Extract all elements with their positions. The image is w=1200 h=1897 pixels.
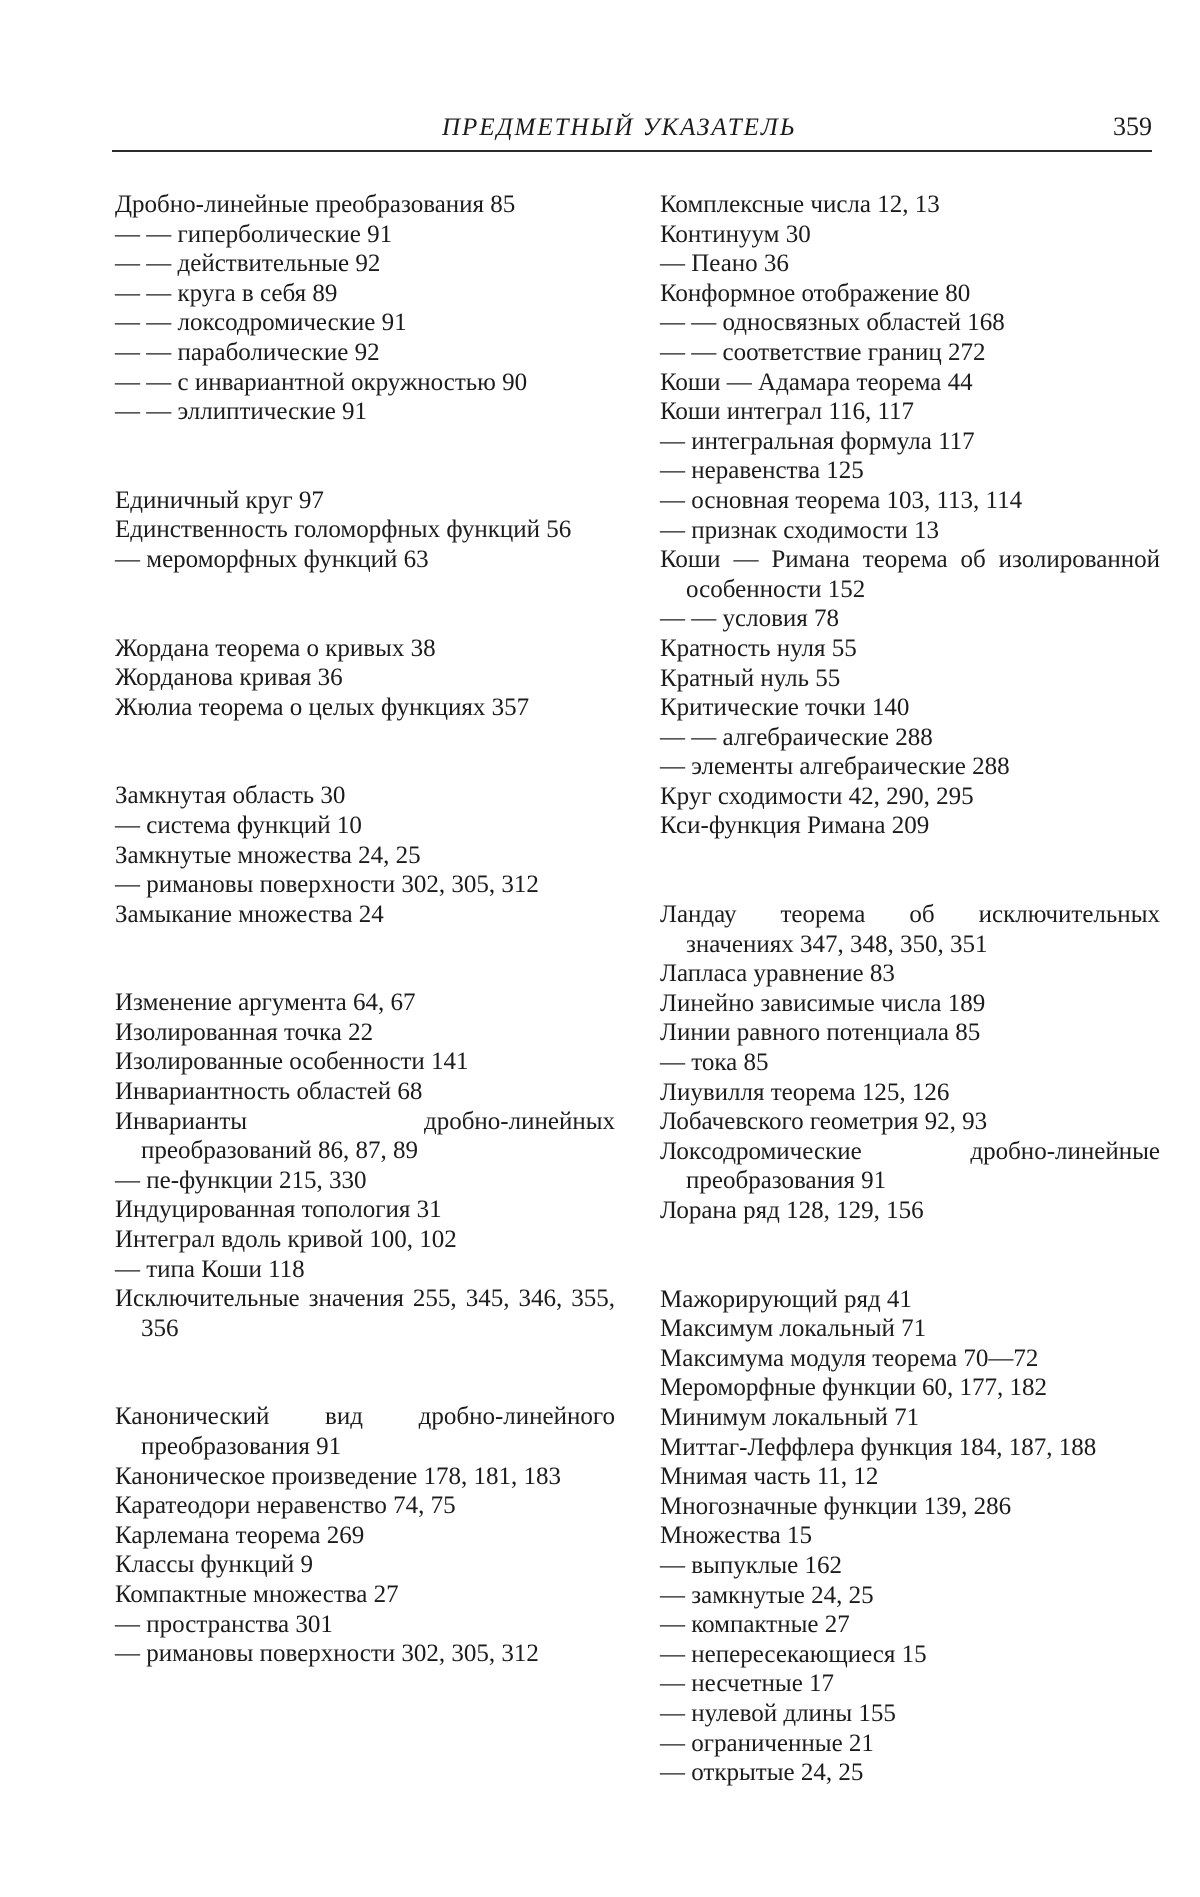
index-entry: Максимум локальный 71 — [660, 1314, 1160, 1344]
index-entry: Круг сходимости 42, 290, 295 — [660, 782, 1160, 812]
index-entry: — элементы алгебраические 288 — [660, 752, 1160, 782]
index-entry: Изменение аргумента 64, 67 — [115, 988, 615, 1018]
index-entry: Канонический вид дробно-линейного преобразования 91 — [115, 1402, 615, 1461]
index-entry: Континуум 30 — [660, 220, 1160, 250]
index-entry: Замыкание множества 24 — [115, 900, 615, 930]
index-entry: Коши — Римана теорема об изолированной особенности 152 — [660, 545, 1160, 604]
index-entry: Многозначные функции 139, 286 — [660, 1492, 1160, 1522]
index-entry: Минимум локальный 71 — [660, 1403, 1160, 1433]
index-entry: — неравенства 125 — [660, 456, 1160, 486]
page-header — [112, 110, 1152, 154]
index-entry: Инварианты дробно-линейных преобразований 86, 87, 89 — [115, 1107, 615, 1166]
index-entry: Коши — Адамара теорема 44 — [660, 368, 1160, 398]
index-entry: Линии равного потенциала 85 — [660, 1018, 1160, 1048]
index-entry: — — с инвариантной окружностью 90 — [115, 368, 615, 398]
index-entry: Замкнутая область 30 — [115, 781, 615, 811]
index-letter-group — [115, 486, 615, 575]
page-number: 359 — [1113, 112, 1152, 142]
index-entry: — открытые 24, 25 — [660, 1758, 1160, 1788]
index-entry: — пространства 301 — [115, 1610, 615, 1640]
index-entry: — интегральная формула 117 — [660, 427, 1160, 457]
index-entry: Комплексные числа 12, 13 — [660, 190, 1160, 220]
index-entry: Каноническое произведение 178, 181, 183 — [115, 1462, 615, 1492]
index-letter-group — [115, 634, 615, 723]
index-entry: Кратность нуля 55 — [660, 634, 1160, 664]
index-entry: — тока 85 — [660, 1048, 1160, 1078]
running-title: ПРЕДМЕТНЫЙ УКАЗАТЕЛЬ — [442, 114, 797, 142]
index-letter-group — [115, 988, 615, 1343]
index-entry: — — условия 78 — [660, 604, 1160, 634]
index-letter-group — [660, 1285, 1160, 1788]
index-entry: Жордана теорема о кривых 38 — [115, 634, 615, 664]
index-entry: Замкнутые множества 24, 25 — [115, 841, 615, 871]
index-entry: Множества 15 — [660, 1521, 1160, 1551]
index-entry: Линейно зависимые числа 189 — [660, 989, 1160, 1019]
index-entry: Лиувилля теорема 125, 126 — [660, 1078, 1160, 1108]
index-entry: Изолированная точка 22 — [115, 1018, 615, 1048]
index-entry: Жюлиа теорема о целых функциях 357 — [115, 693, 615, 723]
index-entry: Компактные множества 27 — [115, 1580, 615, 1610]
index-entry: — — эллиптические 91 — [115, 397, 615, 427]
index-letter-group — [115, 1402, 615, 1668]
index-entry: — мероморфных функций 63 — [115, 545, 615, 575]
index-entry: Карлемана теорема 269 — [115, 1521, 615, 1551]
index-entry: Ландау теорема об исключительных значениях 347, 348, 350, 351 — [660, 900, 1160, 959]
index-entry: — типа Коши 118 — [115, 1255, 615, 1285]
index-entry: — — действительные 92 — [115, 249, 615, 279]
index-entry: Классы функций 9 — [115, 1550, 615, 1580]
index-entry: — — параболические 92 — [115, 338, 615, 368]
index-entry: Единственность голоморфных функций 56 — [115, 515, 615, 545]
index-entry: Лобачевского геометрия 92, 93 — [660, 1107, 1160, 1137]
index-entry: — система функций 10 — [115, 811, 615, 841]
index-entry: — непересекающиеся 15 — [660, 1640, 1160, 1670]
left-column — [115, 190, 615, 1669]
index-entry: — несчетные 17 — [660, 1669, 1160, 1699]
index-entry: — основная теорема 103, 113, 114 — [660, 486, 1160, 516]
index-entry: — — гиперболические 91 — [115, 220, 615, 250]
index-entry: — ограниченные 21 — [660, 1729, 1160, 1759]
index-entry: — компактные 27 — [660, 1610, 1160, 1640]
index-entry: — — алгебраические 288 — [660, 723, 1160, 753]
index-entry: — замкнутые 24, 25 — [660, 1581, 1160, 1611]
index-entry: — признак сходимости 13 — [660, 516, 1160, 546]
index-entry: — нулевой длины 155 — [660, 1699, 1160, 1729]
index-entry: — римановы поверхности 302, 305, 312 — [115, 870, 615, 900]
index-entry: — — круга в себя 89 — [115, 279, 615, 309]
index-entry: Лорана ряд 128, 129, 156 — [660, 1196, 1160, 1226]
index-entry: Инвариантность областей 68 — [115, 1077, 615, 1107]
right-column — [660, 190, 1160, 1788]
index-entry: Единичный круг 97 — [115, 486, 615, 516]
index-letter-group — [660, 900, 1160, 1226]
header-rule — [112, 150, 1152, 152]
index-entry: — — односвязных областей 168 — [660, 308, 1160, 338]
index-entry: — — локсодромические 91 — [115, 308, 615, 338]
index-entry: Максимума модуля теорема 70—72 — [660, 1344, 1160, 1374]
index-entry: Жорданова кривая 36 — [115, 663, 615, 693]
index-entry: Коши интеграл 116, 117 — [660, 397, 1160, 427]
index-entry: Мажорирующий ряд 41 — [660, 1285, 1160, 1315]
index-entry: Лапласа уравнение 83 — [660, 959, 1160, 989]
index-entry: Интеграл вдоль кривой 100, 102 — [115, 1225, 615, 1255]
index-entry: — Пеано 36 — [660, 249, 1160, 279]
index-entry: Исключительные значения 255, 345, 346, 355, 356 — [115, 1284, 615, 1343]
index-entry: — пе-функции 215, 330 — [115, 1166, 615, 1196]
index-entry: Кси-функция Римана 209 — [660, 811, 1160, 841]
index-letter-group — [115, 781, 615, 929]
index-entry: — выпуклые 162 — [660, 1551, 1160, 1581]
index-entry: — римановы поверхности 302, 305, 312 — [115, 1639, 615, 1669]
index-entry: Дробно-линейные преобразования 85 — [115, 190, 615, 220]
index-entry: Индуцированная топология 31 — [115, 1195, 615, 1225]
index-entry: Кратный нуль 55 — [660, 664, 1160, 694]
index-entry: Конформное отображение 80 — [660, 279, 1160, 309]
index-letter-group — [660, 190, 1160, 841]
index-entry: Изолированные особенности 141 — [115, 1047, 615, 1077]
index-entry: Миттаг-Леффлера функция 184, 187, 188 — [660, 1433, 1160, 1463]
index-entry: Локсодромические дробно-линейные преобразования 91 — [660, 1137, 1160, 1196]
index-entry: Мнимая часть 11, 12 — [660, 1462, 1160, 1492]
index-entry: Мероморфные функции 60, 177, 182 — [660, 1373, 1160, 1403]
index-page — [0, 0, 1200, 1897]
index-letter-group — [115, 190, 615, 427]
index-entry: — — соответствие границ 272 — [660, 338, 1160, 368]
index-entry: Каратеодори неравенство 74, 75 — [115, 1491, 615, 1521]
index-entry: Критические точки 140 — [660, 693, 1160, 723]
